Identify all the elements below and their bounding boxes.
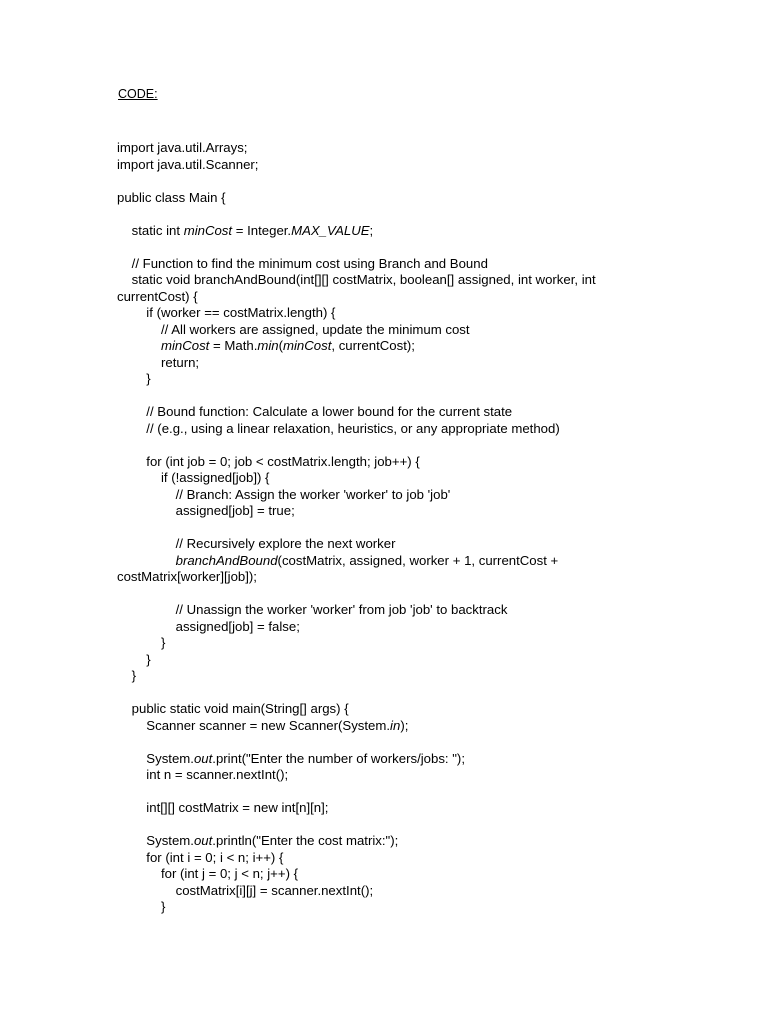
code-line [117,619,737,636]
code-line [117,404,737,421]
code-token: static int [117,222,184,238]
code-line [117,503,737,520]
code-line [117,602,737,619]
code-line [117,817,737,834]
code-token: } [117,635,166,650]
code-token: import java.util.Scanner; [117,156,259,172]
code-line [117,784,737,801]
code-token: costMatrix[i][j] = scanner.nextInt(); [117,882,374,898]
code-block [117,140,737,916]
code-line [117,289,737,306]
code-line [117,685,737,702]
code-token: , currentCost); [331,338,415,353]
code-token: // Unassign the worker 'worker' from job 'job' to backtrack [117,602,508,617]
code-token: for (int j = 0; j < n; j++) { [117,866,299,881]
code-line [117,718,737,735]
code-line [117,487,737,504]
code-line [117,338,737,355]
code-italic-token: out [193,750,213,766]
code-token [117,338,161,353]
code-token: Scanner scanner = new Scanner(System. [117,717,391,733]
code-token: } [117,668,137,683]
code-line [117,421,737,438]
code-line [117,437,737,454]
code-line [117,883,737,900]
code-token: // Bound function: Calculate a lower bound for the current state [117,404,513,419]
code-line [117,635,737,652]
code-token: .println("Enter the cost matrix:"); [212,833,399,848]
code-line [117,239,737,256]
code-italic-token: out [193,833,213,848]
code-line [117,454,737,471]
code-token: .print("Enter the number of workers/jobs: "); [212,750,465,766]
code-token: if (worker == costMatrix.length) { [117,305,336,320]
code-token: for (int i = 0; i < n; i++) { [117,849,284,865]
code-line [117,652,737,669]
code-line [117,586,737,603]
code-italic-token: minCost [183,222,233,238]
code-line [117,553,737,570]
code-token: } [117,899,166,914]
code-line [117,899,737,916]
code-line [117,833,737,850]
code-token: return; [117,354,200,370]
code-token: // (e.g., using a linear relaxation, heuristics, or any appropriate method) [117,420,560,436]
code-token: // Recursively explore the next worker [117,536,396,551]
code-line [117,668,737,685]
code-line [117,322,737,339]
code-token: import java.util.Arrays; [117,140,248,155]
code-line [117,223,737,240]
code-token: if (!assigned[job]) { [117,470,270,485]
code-line [117,355,737,372]
code-line [117,734,737,751]
code-token: int[][] costMatrix = new int[n][n]; [117,800,329,815]
code-token: = Math. [209,338,258,353]
code-token: public static void main(String[] args) { [117,701,349,716]
code-token: costMatrix[worker][job]); [117,569,257,584]
code-token: static void branchAndBound(int[][] costMatrix, boolean[] assigned, int worker, int [117,272,596,287]
code-token: // All workers are assigned, update the minimum cost [117,321,470,337]
code-line [117,850,737,867]
code-token: ( [278,338,284,353]
code-token: assigned[job] = false; [117,618,300,634]
code-token: (costMatrix, assigned, worker + 1, currentCost + [277,552,559,568]
code-line [117,536,737,553]
code-token: = Integer. [232,222,292,238]
code-line [117,388,737,405]
code-line [117,157,737,174]
code-token: public class Main { [117,189,226,205]
code-italic-token: min [257,338,279,353]
code-token: System. [117,750,194,766]
code-line [117,371,737,388]
code-italic-token: minCost [283,338,332,353]
code-line [117,140,737,157]
code-line [117,569,737,586]
code-line [117,190,737,207]
code-token [117,553,176,568]
code-line [117,751,737,768]
code-heading: CODE: [118,87,158,101]
code-line [117,767,737,784]
code-line [117,173,737,190]
code-token: ); [400,717,409,733]
code-token: // Branch: Assign the worker 'worker' to job 'job' [117,486,451,502]
code-line [117,800,737,817]
code-token: ; [369,222,374,238]
code-italic-token: MAX_VALUE [291,222,370,238]
code-token: for (int job = 0; job < costMatrix.length; job++) { [117,453,420,469]
code-line [117,866,737,883]
code-line [117,206,737,223]
code-italic-token: in [390,717,401,733]
code-line [117,701,737,718]
code-token: assigned[job] = true; [117,503,295,518]
code-token: } [117,651,151,667]
code-italic-token: minCost [160,338,210,353]
code-line [117,305,737,322]
code-token: int n = scanner.nextInt(); [117,767,289,782]
code-token: // Function to find the minimum cost using Branch and Bound [117,255,488,271]
code-italic-token: branchAndBound [175,552,278,568]
code-line [117,256,737,273]
code-token: currentCost) { [117,288,198,304]
code-line [117,520,737,537]
code-line [117,272,737,289]
code-line [117,470,737,487]
code-token: System. [117,833,194,848]
code-token: } [117,371,151,386]
